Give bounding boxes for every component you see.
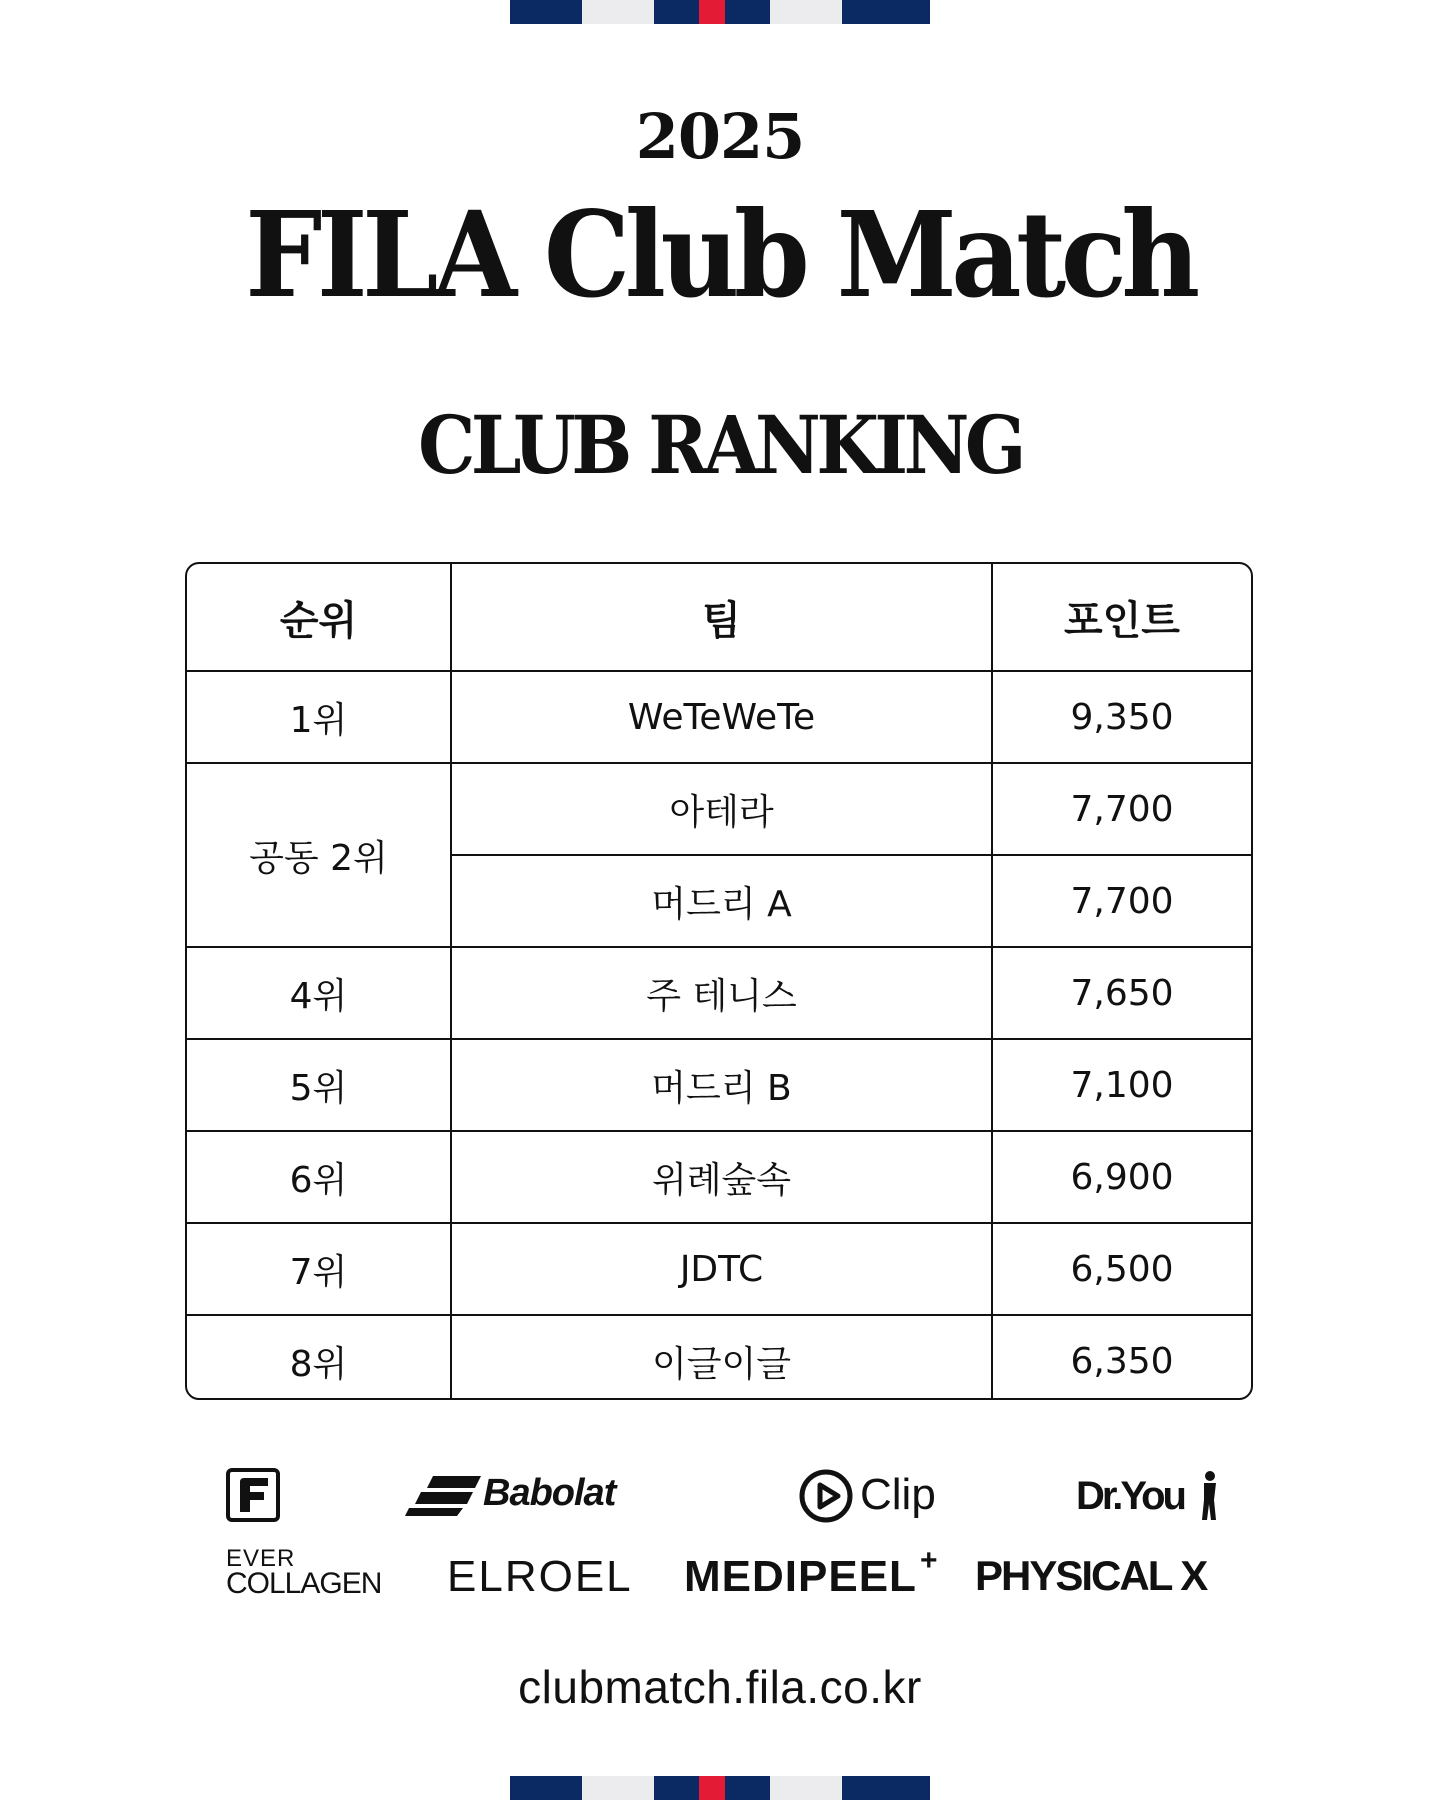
physicalx-logo: PHYSICAL X	[975, 1552, 1207, 1599]
medipeel-wordmark: MEDIPEEL	[684, 1552, 917, 1601]
header-points: 포인트	[992, 564, 1251, 671]
dryou-figure-icon	[1198, 1470, 1220, 1522]
team-cell: 머드리 A	[451, 855, 992, 947]
team-cell: WeTeWeTe	[451, 671, 992, 763]
clip-play-icon	[798, 1468, 854, 1524]
elroel-logo: ELROEL	[447, 1552, 633, 1601]
ranking-heading: CLUB RANKING	[418, 398, 1022, 492]
team-cell: 위례숲속	[451, 1131, 992, 1223]
event-year: 2025	[635, 100, 805, 173]
rank-cell: 1위	[187, 671, 451, 763]
table-row	[187, 1223, 1251, 1315]
team-cell: 아테라	[451, 763, 992, 855]
team-cell: 이글이글	[451, 1315, 992, 1400]
rank-cell: 6위	[187, 1131, 451, 1223]
ranking-table	[185, 562, 1253, 1400]
table-row	[187, 1131, 1251, 1223]
top-color-stripe	[510, 0, 930, 24]
points-cell: 7,700	[992, 855, 1251, 947]
team-cell: JDTC	[451, 1223, 992, 1315]
points-cell: 7,100	[992, 1039, 1251, 1131]
clip-logo	[798, 1468, 958, 1526]
event-title: FILA Club Match	[245, 185, 1195, 324]
table-row	[187, 763, 1251, 855]
team-cell: 주 테니스	[451, 947, 992, 1039]
table-row	[187, 1039, 1251, 1131]
website-url[interactable]: clubmatch.fila.co.kr	[518, 1661, 922, 1713]
points-cell: 7,700	[992, 763, 1251, 855]
points-cell: 6,350	[992, 1315, 1251, 1400]
rank-cell: 7위	[187, 1223, 451, 1315]
babolat-swoosh-icon	[405, 1474, 485, 1518]
ever-wordmark: EVER	[226, 1545, 296, 1572]
dryou-logo	[1076, 1470, 1226, 1526]
clip-wordmark: Clip	[860, 1470, 936, 1519]
table-row	[187, 671, 1251, 763]
medipeel-plus: +	[920, 1544, 938, 1577]
points-cell: 7,650	[992, 947, 1251, 1039]
table-row	[187, 1315, 1251, 1400]
rank-cell: 공동 2위	[187, 763, 451, 947]
bottom-color-stripe	[510, 1776, 930, 1800]
rank-cell: 8위	[187, 1315, 451, 1400]
table-header-row	[187, 564, 1251, 671]
header-rank: 순위	[187, 564, 451, 671]
fila-logo	[226, 1468, 280, 1522]
dryou-wordmark: Dr.You	[1076, 1474, 1184, 1518]
medipeel-logo	[684, 1544, 944, 1604]
rank-cell: 4위	[187, 947, 451, 1039]
fila-f-logo-icon	[226, 1468, 280, 1522]
babolat-logo	[405, 1472, 675, 1520]
rank-cell: 5위	[187, 1039, 451, 1131]
babolat-wordmark: Babolat	[483, 1472, 616, 1514]
collagen-wordmark: COLLAGEN	[226, 1567, 382, 1600]
points-cell: 6,900	[992, 1131, 1251, 1223]
points-cell: 9,350	[992, 671, 1251, 763]
points-cell: 6,500	[992, 1223, 1251, 1315]
team-cell: 머드리 B	[451, 1039, 992, 1131]
header-team: 팀	[451, 564, 992, 671]
table-row	[187, 947, 1251, 1039]
ever-collagen-logo	[226, 1545, 406, 1601]
